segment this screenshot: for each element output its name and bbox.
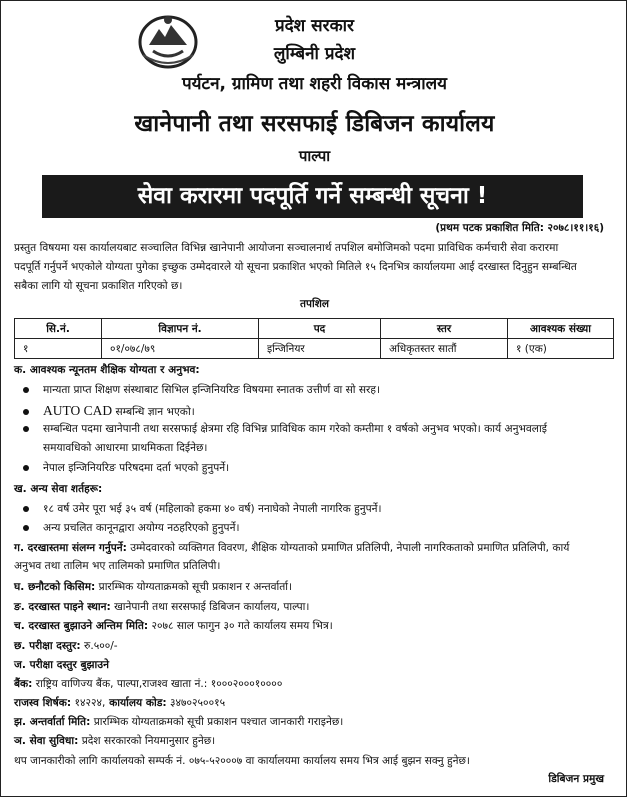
bullet-dot-icon <box>23 387 29 393</box>
section-kha-heading: ख. अन्य सेवा शर्तहरू: <box>14 483 103 495</box>
table-row <box>15 339 614 359</box>
section-chha: छ. परीक्षा दस्तुर: रु.५००/- <box>14 640 118 652</box>
table-caption: तपशिल <box>300 298 329 310</box>
intro-line-3: सबैका लागि यो सूचना प्रकाशित गरिएको छ। <box>14 280 183 292</box>
header-province: लुम्बिनी प्रदेश <box>273 44 356 64</box>
notice-banner: सेवा करारमा पदपूर्ति गर्ने सम्बन्धी सूचना ! <box>42 175 583 218</box>
list-item: अन्य प्रचलित कानूनद्वारा अयोग्य नठहरिएको हुनुपर्ने। <box>23 520 239 537</box>
list-item-continuation: समयावधिको आधारमा प्राथमिकता दिईनेछ। <box>43 442 208 454</box>
signature: डिबिजन प्रमुख <box>548 773 604 785</box>
section-ga: ग. दरखास्तमा संलग्न गर्नुपर्ने: उम्मेदवारको व्यक्तिगत विवरण, शैक्षिक योग्यताको प्रमाणित प्रतिलिपी, नेपाली नागरिकताको प्रमाणित प्रतिलिपी, कार्य <box>14 542 570 554</box>
section-nga: ङ. दरखास्त पाइने स्थान: खानेपानी तथा सरसफाई डिबिजन कार्यालय, पाल्पा। <box>14 601 310 613</box>
section-jha: झ. अन्तर्वार्ता मिति: प्रारम्भिक योग्यताक्रमको सूची प्रकाशन पश्चात जानकारी गराइनेछ। <box>14 716 344 728</box>
bullet-dot-icon <box>23 409 29 415</box>
cell-ad-no: ०१/०७८/७९ <box>102 339 259 359</box>
table-header-row <box>15 319 614 339</box>
cell-quantity: १ (एक) <box>508 339 614 359</box>
revenue-details: राजस्व शिर्षक: १४२२४, कार्यालय कोड: ३४७०२५००१५ <box>14 697 226 709</box>
section-ka-heading: क. आवश्यक न्यूनतम शैक्षिक योग्यता र अनुभव: <box>14 364 200 376</box>
list-item: AUTO CAD सम्बन्धि ज्ञान भएको। <box>23 402 195 421</box>
col-quantity: आवश्यक संख्या <box>508 319 614 339</box>
intro-paragraph <box>14 239 614 296</box>
section-ga-continuation: अनुभव तथा तालिम भए तालिमको प्रमाणित प्रतिलिपी। <box>14 560 221 572</box>
col-level: स्तर <box>381 319 508 339</box>
col-sn: सि.नं. <box>15 319 102 339</box>
header-office: खानेपानी तथा सरसफाई डिबिजन कार्यालय <box>134 111 495 137</box>
cell-level: अधिकृतस्तर सातौं <box>381 339 508 359</box>
vacancy-table <box>14 318 614 359</box>
section-ja-heading: ज. परीक्षा दस्तुर बुझाउने <box>14 659 109 671</box>
list-item: १८ वर्ष उमेर पूरा भई ३५ वर्ष (महिलाको हकमा ४० वर्ष) ननाघेको नेपाली नागरिक हुनुपर्ने। <box>23 501 382 518</box>
section-yna: ञ. सेवा सुविधा: प्रदेश सरकारको नियमानुसार हुनेछ। <box>14 735 216 747</box>
bullet-dot-icon <box>23 525 29 531</box>
list-item: नेपाल इन्जिनियरिङ परिषदमा दर्ता भएको हुनुपर्ने। <box>23 460 229 477</box>
bullet-dot-icon <box>23 506 29 512</box>
bank-details: बैंक: राष्ट्रिय वाणिज्य बैंक, पाल्पा,राजश्व खाता नं.: १०००२०००१०००० <box>14 678 283 690</box>
cell-sn: १ <box>15 339 102 359</box>
header-government: प्रदेश सरकार <box>274 16 355 36</box>
contact-line: थप जानकारीको लागि कार्यालयको सम्पर्क नं. ०७५-५२०००७ वा कार्यालयमा कार्यालय समय भित्र आई बुझन सक्नु हुनेछ। <box>14 755 470 767</box>
list-item: मान्यता प्राप्त शिक्षण संस्थाबाट सिभिल इन्जिनियरिङ विषयमा स्नातक उत्तीर्ण वा सो सरह। <box>23 382 380 399</box>
cell-post: इन्जिनियर <box>259 339 381 359</box>
section-gha: घ. छनौटको किसिम: प्रारम्भिक योग्यताक्रमको सूची प्रकाशन र अन्तर्वार्ता। <box>14 581 293 593</box>
header-location: पाल्पा <box>298 147 331 165</box>
bullet-dot-icon <box>23 465 29 471</box>
list-item: सम्बन्धित पदमा खानेपानी तथा सरसफाई क्षेत्रमा रहि विभिन्न प्राविधिक काम गरेको कम्तीमा १ वर्षको अनुभव भएको। कार्य अनुभवलाई <box>23 421 547 438</box>
intro-line-1: प्रस्तुत विषयमा यस कार्यालयबाट सञ्चालित विभिन्न खानेपानी आयोजना सञ्चालनार्थ तपशिल बमोजिमको पदमा प्राविधिक कर्मचारी सेवा करारमा <box>14 242 559 254</box>
publish-date: (प्रथम पटक प्रकाशित मिति: २०७८।११।१६) <box>435 222 604 234</box>
bullet-dot-icon <box>23 426 29 432</box>
section-cha: च. दरखास्त बुझाउने अन्तिम मिति: २०७८ साल फागुन ३० गते कार्यालय समय भित्र। <box>14 620 333 632</box>
header-ministry: पर्यटन, ग्रामिण तथा शहरी विकास मन्त्रालय <box>182 74 447 94</box>
col-ad-no: विज्ञापन नं. <box>102 319 259 339</box>
col-post: पद <box>259 319 381 339</box>
intro-line-2: पदपूर्ति गर्नुपर्ने भएकोले योग्यता पुगेका इच्छुक उम्मेदवारले यो सूचना प्रकाशित भएको मितिले १५ दिनभित्र कार्यालयमा आई दरखास्त दिनुहुन सम्बन्धित <box>14 261 577 273</box>
